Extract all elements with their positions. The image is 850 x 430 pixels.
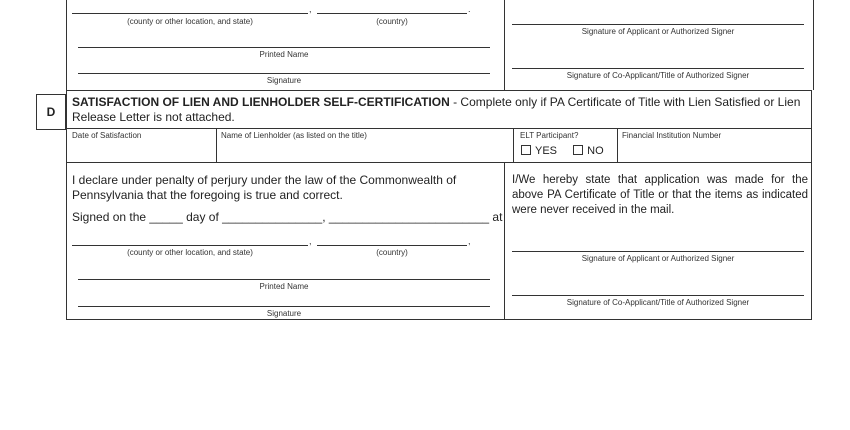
no-checkbox[interactable] <box>573 145 583 155</box>
yes-checkbox[interactable] <box>521 145 531 155</box>
lienholder-name-label: Name of Lienholder (as listed on the title) <box>221 131 367 140</box>
no-label: NO <box>587 145 604 157</box>
d-applicant-signature-line[interactable] <box>512 251 804 252</box>
d-county-comma: , <box>309 236 312 246</box>
field-divider-2 <box>513 128 514 163</box>
country-period: . <box>468 4 471 14</box>
date-of-satisfaction-field[interactable] <box>67 141 215 162</box>
d-signature-caption: Signature <box>266 309 302 318</box>
printed-name-line[interactable] <box>78 47 490 48</box>
country-line[interactable] <box>317 13 467 14</box>
yes-label: YES <box>535 145 558 157</box>
country-caption: (country) <box>376 17 408 26</box>
d-printed-name-caption: Printed Name <box>259 282 309 291</box>
financial-institution-number-label: Financial Institution Number <box>622 131 722 140</box>
signed-on-text: Signed on the _____ day of _______________, ________________________ at <box>72 210 503 224</box>
printed-name-caption: Printed Name <box>259 50 309 59</box>
d-county-caption: (county or other location, and state) <box>127 248 253 257</box>
d-signature-line[interactable] <box>78 306 490 307</box>
d-coapplicant-signature-caption: Signature of Co-Applicant/Title of Authorized Signer <box>566 298 750 307</box>
coapplicant-signature-line[interactable] <box>512 68 804 69</box>
county-caption: (county or other location, and state) <box>127 17 253 26</box>
section-d-title-rest: - Complete only if PA Certificate of Title with Lien Satisfied or Lien Release Letter is not attached. <box>72 95 801 124</box>
d-country-caption: (country) <box>376 248 408 257</box>
date-of-satisfaction-label: Date of Satisfaction <box>72 131 142 140</box>
d-applicant-signature-caption: Signature of Applicant or Authorized Signer <box>581 254 735 263</box>
statement-text: I/We hereby state that application was made for the above PA Certificate of Title or that the items as indicated were never received in the mail. <box>512 174 808 216</box>
d-country-comma: , <box>468 236 471 246</box>
section-d-divider <box>504 163 505 320</box>
county-comma: , <box>309 4 312 14</box>
county-line[interactable] <box>72 13 308 14</box>
financial-institution-number-field[interactable] <box>618 141 811 162</box>
top-section-divider <box>504 0 505 90</box>
signature-line[interactable] <box>78 73 490 74</box>
declaration-text: I declare under penalty of perjury under the law of the Commonwealth of Pennsylvania that the foregoing is true and correct. <box>72 173 457 202</box>
section-d-title <box>72 95 812 125</box>
signature-caption: Signature <box>266 76 302 85</box>
applicant-signature-caption: Signature of Applicant or Authorized Signer <box>581 27 735 36</box>
applicant-signature-line[interactable] <box>512 24 804 25</box>
elt-options <box>521 145 604 157</box>
elt-participant-label: ELT Participant? <box>520 131 579 140</box>
section-d-title-bold: SATISFACTION OF LIEN AND LIENHOLDER SELF-CERTIFICATION <box>72 95 450 109</box>
section-d-letter: D <box>36 94 66 130</box>
d-printed-name-line[interactable] <box>78 279 490 280</box>
lienholder-name-field[interactable] <box>217 141 512 162</box>
d-country-line[interactable] <box>317 245 467 246</box>
coapplicant-signature-caption: Signature of Co-Applicant/Title of Authorized Signer <box>566 71 750 80</box>
d-coapplicant-signature-line[interactable] <box>512 295 804 296</box>
d-county-line[interactable] <box>72 245 308 246</box>
